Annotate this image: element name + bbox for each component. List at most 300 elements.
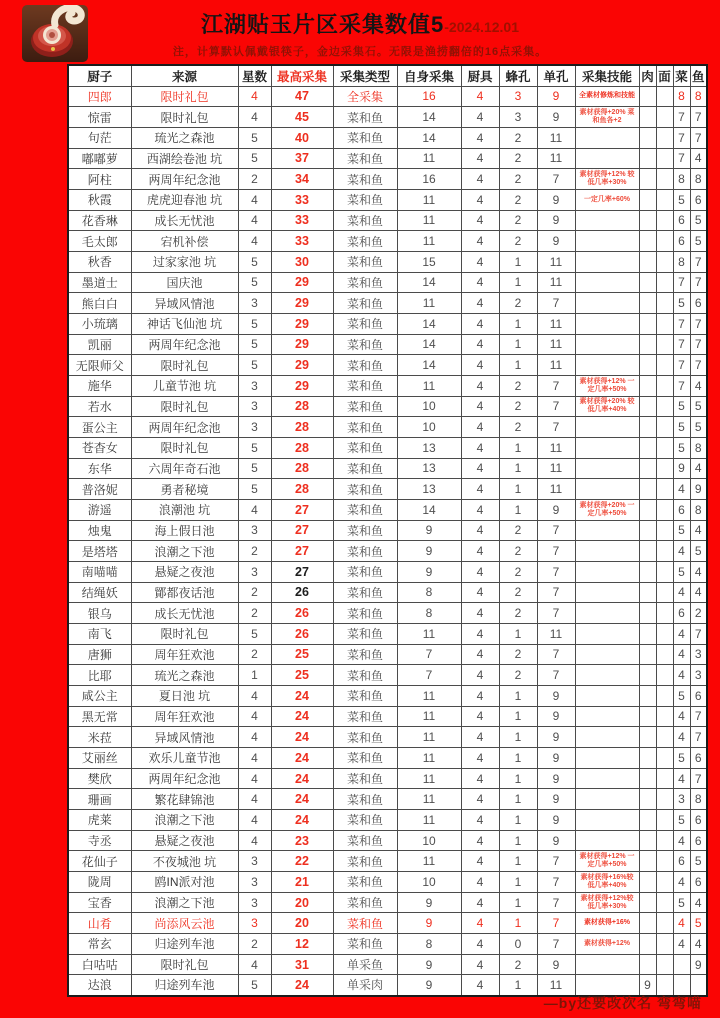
column-header-cookware: 厨具 <box>461 65 499 86</box>
cell-source: 限时礼包 <box>131 355 238 376</box>
cell-feng-hole: 1 <box>499 685 537 706</box>
cell-cookware: 4 <box>461 748 499 769</box>
cell-single-hole: 11 <box>537 355 575 376</box>
cell-fish: 6 <box>690 189 707 210</box>
cell-cookware: 4 <box>461 231 499 252</box>
cell-noodle <box>656 251 673 272</box>
cell-meat: 9 <box>639 975 656 996</box>
cell-skill <box>575 748 639 769</box>
cell-stars: 5 <box>238 437 271 458</box>
cell-single-hole: 9 <box>537 830 575 851</box>
cell-skill: 素材获得+20% 一定几率+50% <box>575 499 639 520</box>
cell-collect-type: 全采集 <box>333 86 397 107</box>
cell-source: 虎虎迎春池 坑 <box>131 189 238 210</box>
cell-feng-hole: 2 <box>499 396 537 417</box>
cell-collect-type: 菜和鱼 <box>333 644 397 665</box>
cell-skill: 素材获得+12%较 低几率+30% <box>575 892 639 913</box>
cell-cook: 苍杳女 <box>68 437 131 458</box>
cell-self-collect: 10 <box>397 396 461 417</box>
cell-feng-hole: 1 <box>499 892 537 913</box>
cell-meat <box>639 169 656 190</box>
cell-meat <box>639 499 656 520</box>
cell-veg <box>673 954 690 975</box>
cell-skill <box>575 665 639 686</box>
cell-veg: 9 <box>673 458 690 479</box>
cell-stars: 5 <box>238 272 271 293</box>
cell-self-collect: 9 <box>397 892 461 913</box>
cell-feng-hole: 2 <box>499 189 537 210</box>
cell-source: 浪潮池 坑 <box>131 499 238 520</box>
cell-fish: 4 <box>690 458 707 479</box>
cell-noodle <box>656 210 673 231</box>
column-header-cook: 厨子 <box>68 65 131 86</box>
cell-source: 归途列车池 <box>131 934 238 955</box>
cell-source: 神话飞仙池 坑 <box>131 313 238 334</box>
table-row <box>68 231 707 252</box>
cell-cook: 阿柱 <box>68 169 131 190</box>
cell-cook: 白咕咕 <box>68 954 131 975</box>
cell-stars: 3 <box>238 872 271 893</box>
cell-max-collect: 33 <box>271 210 333 231</box>
cell-cook: 结绳妖 <box>68 582 131 603</box>
cell-source: 浪潮之下池 <box>131 541 238 562</box>
cell-noodle <box>656 272 673 293</box>
cell-cookware: 4 <box>461 665 499 686</box>
cell-cook: 东华 <box>68 458 131 479</box>
cell-veg: 4 <box>673 623 690 644</box>
cell-collect-type: 菜和鱼 <box>333 437 397 458</box>
cell-stars: 4 <box>238 231 271 252</box>
cell-single-hole: 7 <box>537 934 575 955</box>
cell-skill: 素材获得+12% 一定几率+50% <box>575 375 639 396</box>
cell-skill <box>575 810 639 831</box>
table-row <box>68 603 707 624</box>
cell-veg: 5 <box>673 293 690 314</box>
cell-self-collect: 11 <box>397 231 461 252</box>
cell-noodle <box>656 148 673 169</box>
cell-stars: 2 <box>238 603 271 624</box>
cell-self-collect: 9 <box>397 954 461 975</box>
cell-noodle <box>656 499 673 520</box>
cell-collect-type: 菜和鱼 <box>333 148 397 169</box>
table-row <box>68 913 707 934</box>
cell-self-collect: 7 <box>397 644 461 665</box>
column-header-noodle: 面 <box>656 65 673 86</box>
cell-single-hole: 11 <box>537 127 575 148</box>
cell-self-collect: 9 <box>397 913 461 934</box>
cell-max-collect: 23 <box>271 830 333 851</box>
cell-meat <box>639 954 656 975</box>
cell-noodle <box>656 644 673 665</box>
cell-self-collect: 9 <box>397 520 461 541</box>
cell-cook: 熊白白 <box>68 293 131 314</box>
table-row <box>68 272 707 293</box>
cell-meat <box>639 582 656 603</box>
cell-self-collect: 11 <box>397 851 461 872</box>
cell-veg: 6 <box>673 210 690 231</box>
cell-skill <box>575 954 639 975</box>
cell-veg: 4 <box>673 872 690 893</box>
cell-cookware: 4 <box>461 561 499 582</box>
cell-noodle <box>656 603 673 624</box>
cell-stars: 4 <box>238 499 271 520</box>
cell-single-hole: 11 <box>537 479 575 500</box>
cell-feng-hole: 3 <box>499 86 537 107</box>
table-row <box>68 851 707 872</box>
cell-max-collect: 29 <box>271 293 333 314</box>
table-row <box>68 148 707 169</box>
cell-max-collect: 24 <box>271 748 333 769</box>
cell-cookware: 4 <box>461 541 499 562</box>
cell-noodle <box>656 541 673 562</box>
cell-single-hole: 9 <box>537 189 575 210</box>
cell-source: 限时礼包 <box>131 396 238 417</box>
cell-single-hole: 11 <box>537 272 575 293</box>
cell-source: 勇者秘境 <box>131 479 238 500</box>
cell-skill <box>575 313 639 334</box>
cell-feng-hole: 1 <box>499 727 537 748</box>
cell-meat <box>639 107 656 128</box>
cell-fish: 6 <box>690 293 707 314</box>
cell-max-collect: 24 <box>271 706 333 727</box>
cell-self-collect: 7 <box>397 665 461 686</box>
cell-feng-hole: 2 <box>499 417 537 438</box>
cell-meat <box>639 396 656 417</box>
cell-single-hole: 9 <box>537 210 575 231</box>
cell-single-hole: 7 <box>537 293 575 314</box>
cell-cook: 若水 <box>68 396 131 417</box>
cell-max-collect: 21 <box>271 872 333 893</box>
cell-max-collect: 24 <box>271 975 333 996</box>
cell-veg: 4 <box>673 706 690 727</box>
cell-feng-hole: 2 <box>499 169 537 190</box>
cell-stars: 5 <box>238 251 271 272</box>
cell-single-hole: 7 <box>537 644 575 665</box>
cell-cook: 秋香 <box>68 251 131 272</box>
cell-cookware: 4 <box>461 810 499 831</box>
cell-collect-type: 菜和鱼 <box>333 768 397 789</box>
cell-max-collect: 33 <box>271 231 333 252</box>
cell-fish: 7 <box>690 334 707 355</box>
cell-self-collect: 11 <box>397 623 461 644</box>
cell-meat <box>639 623 656 644</box>
cell-single-hole: 7 <box>537 892 575 913</box>
cell-stars: 4 <box>238 107 271 128</box>
cell-meat <box>639 830 656 851</box>
table-row <box>68 334 707 355</box>
cell-max-collect: 20 <box>271 913 333 934</box>
cell-collect-type: 菜和鱼 <box>333 169 397 190</box>
cell-max-collect: 29 <box>271 355 333 376</box>
cell-collect-type: 菜和鱼 <box>333 727 397 748</box>
cell-self-collect: 8 <box>397 603 461 624</box>
cell-max-collect: 27 <box>271 541 333 562</box>
cell-self-collect: 16 <box>397 86 461 107</box>
cell-cook: 虎莱 <box>68 810 131 831</box>
cell-skill <box>575 417 639 438</box>
table-row <box>68 520 707 541</box>
cell-stars: 5 <box>238 148 271 169</box>
cell-feng-hole: 1 <box>499 830 537 851</box>
table-row <box>68 107 707 128</box>
cell-cook: 游遥 <box>68 499 131 520</box>
cell-source: 两周年纪念池 <box>131 768 238 789</box>
cell-cookware: 4 <box>461 272 499 293</box>
table-row <box>68 768 707 789</box>
table-row <box>68 458 707 479</box>
cell-fish: 3 <box>690 665 707 686</box>
cell-cook: 黑无常 <box>68 706 131 727</box>
table-row <box>68 541 707 562</box>
cell-stars: 3 <box>238 913 271 934</box>
cell-max-collect: 27 <box>271 499 333 520</box>
table-row <box>68 706 707 727</box>
cell-collect-type: 菜和鱼 <box>333 458 397 479</box>
cell-self-collect: 14 <box>397 272 461 293</box>
cell-skill <box>575 582 639 603</box>
cell-fish: 5 <box>690 541 707 562</box>
cell-meat <box>639 768 656 789</box>
cell-source: 繁花肆锦池 <box>131 789 238 810</box>
cell-veg: 6 <box>673 603 690 624</box>
cell-source: 浪潮之下池 <box>131 810 238 831</box>
cell-meat <box>639 934 656 955</box>
cell-cookware: 4 <box>461 830 499 851</box>
cell-cook: 比耶 <box>68 665 131 686</box>
cell-fish: 2 <box>690 603 707 624</box>
cell-source: 鸥IN派对池 <box>131 872 238 893</box>
cell-veg: 8 <box>673 86 690 107</box>
table-row <box>68 830 707 851</box>
cell-collect-type: 菜和鱼 <box>333 830 397 851</box>
cell-veg: 6 <box>673 231 690 252</box>
cell-single-hole: 7 <box>537 913 575 934</box>
cell-single-hole: 9 <box>537 727 575 748</box>
cell-veg: 4 <box>673 830 690 851</box>
cell-source: 异域风情池 <box>131 727 238 748</box>
cell-skill <box>575 644 639 665</box>
cell-veg: 7 <box>673 272 690 293</box>
cell-noodle <box>656 892 673 913</box>
cell-single-hole: 7 <box>537 872 575 893</box>
cell-self-collect: 13 <box>397 458 461 479</box>
cell-feng-hole: 1 <box>499 975 537 996</box>
cell-cook: 无限师父 <box>68 355 131 376</box>
cell-cook: 咸公主 <box>68 685 131 706</box>
cell-source: 两周年纪念池 <box>131 334 238 355</box>
cell-veg: 6 <box>673 851 690 872</box>
cell-stars: 4 <box>238 210 271 231</box>
cell-max-collect: 25 <box>271 644 333 665</box>
cell-cookware: 4 <box>461 396 499 417</box>
cell-meat <box>639 189 656 210</box>
cell-meat <box>639 293 656 314</box>
cell-stars: 4 <box>238 768 271 789</box>
cell-cookware: 4 <box>461 913 499 934</box>
cell-veg: 7 <box>673 127 690 148</box>
cell-collect-type: 菜和鱼 <box>333 913 397 934</box>
cell-skill <box>575 768 639 789</box>
cell-stars: 3 <box>238 375 271 396</box>
cell-skill <box>575 830 639 851</box>
cell-collect-type: 菜和鱼 <box>333 623 397 644</box>
cell-veg: 4 <box>673 934 690 955</box>
cell-skill: 素材获得+20% 较低几率+40% <box>575 396 639 417</box>
cell-source: 悬疑之夜池 <box>131 830 238 851</box>
cell-source: 两周年纪念池 <box>131 169 238 190</box>
cell-meat <box>639 127 656 148</box>
table-row <box>68 375 707 396</box>
cell-veg: 5 <box>673 748 690 769</box>
cell-fish: 4 <box>690 934 707 955</box>
cell-source: 夏日池 坑 <box>131 685 238 706</box>
page-title-date: -2024.12.01 <box>444 19 519 35</box>
cell-veg: 7 <box>673 148 690 169</box>
cell-meat <box>639 644 656 665</box>
cell-source: 六周年奇石池 <box>131 458 238 479</box>
cell-fish: 8 <box>690 169 707 190</box>
cell-max-collect: 12 <box>271 934 333 955</box>
table-row <box>68 437 707 458</box>
cell-collect-type: 菜和鱼 <box>333 417 397 438</box>
cell-source: 西湖绘卷池 坑 <box>131 148 238 169</box>
cell-single-hole: 7 <box>537 851 575 872</box>
cell-cook: 珊画 <box>68 789 131 810</box>
column-header-single-hole: 单孔 <box>537 65 575 86</box>
cell-stars: 5 <box>238 479 271 500</box>
cell-veg: 5 <box>673 520 690 541</box>
cell-single-hole: 9 <box>537 789 575 810</box>
cell-source: 琉光之森池 <box>131 665 238 686</box>
cell-feng-hole: 1 <box>499 706 537 727</box>
table-row <box>68 86 707 107</box>
cell-noodle <box>656 954 673 975</box>
cell-meat <box>639 355 656 376</box>
cell-self-collect: 11 <box>397 810 461 831</box>
cell-veg: 4 <box>673 582 690 603</box>
table-row <box>68 623 707 644</box>
cell-source: 鄮都夜话池 <box>131 582 238 603</box>
table-row <box>68 934 707 955</box>
cell-max-collect: 29 <box>271 272 333 293</box>
cell-self-collect: 11 <box>397 148 461 169</box>
cell-max-collect: 29 <box>271 375 333 396</box>
cell-single-hole: 11 <box>537 334 575 355</box>
cell-cookware: 4 <box>461 623 499 644</box>
cell-self-collect: 14 <box>397 127 461 148</box>
cell-collect-type: 菜和鱼 <box>333 603 397 624</box>
cell-source: 限时礼包 <box>131 107 238 128</box>
cell-max-collect: 20 <box>271 892 333 913</box>
cell-max-collect: 25 <box>271 665 333 686</box>
cell-feng-hole: 2 <box>499 520 537 541</box>
cell-cook: 银乌 <box>68 603 131 624</box>
cell-single-hole: 11 <box>537 313 575 334</box>
cell-cook: 秋霞 <box>68 189 131 210</box>
cell-cookware: 4 <box>461 334 499 355</box>
cell-veg: 7 <box>673 355 690 376</box>
cell-feng-hole: 1 <box>499 851 537 872</box>
table-row <box>68 396 707 417</box>
cell-cook: 惊雷 <box>68 107 131 128</box>
cell-meat <box>639 789 656 810</box>
cell-meat <box>639 231 656 252</box>
column-header-collect-type: 采集类型 <box>333 65 397 86</box>
cell-single-hole: 9 <box>537 954 575 975</box>
cell-skill: 一定几率+60% <box>575 189 639 210</box>
cell-max-collect: 29 <box>271 313 333 334</box>
cell-cook: 花仙子 <box>68 851 131 872</box>
table-row <box>68 169 707 190</box>
cell-cook: 四郎 <box>68 86 131 107</box>
table-row <box>68 582 707 603</box>
cell-cookware: 4 <box>461 727 499 748</box>
cell-feng-hole: 2 <box>499 127 537 148</box>
cell-stars: 5 <box>238 623 271 644</box>
cell-noodle <box>656 313 673 334</box>
cell-meat <box>639 272 656 293</box>
cell-cook: 蛋公主 <box>68 417 131 438</box>
cell-self-collect: 11 <box>397 706 461 727</box>
cell-skill <box>575 603 639 624</box>
column-header-stars: 星数 <box>238 65 271 86</box>
cell-self-collect: 14 <box>397 313 461 334</box>
cell-single-hole: 9 <box>537 810 575 831</box>
cell-stars: 4 <box>238 830 271 851</box>
cell-max-collect: 47 <box>271 86 333 107</box>
cell-cook: 南喵喵 <box>68 561 131 582</box>
cell-cookware: 4 <box>461 127 499 148</box>
page-header <box>0 8 720 59</box>
cell-skill <box>575 479 639 500</box>
cell-fish: 9 <box>690 479 707 500</box>
table-row <box>68 210 707 231</box>
cell-source: 限时礼包 <box>131 623 238 644</box>
cell-single-hole: 9 <box>537 107 575 128</box>
cell-fish: 8 <box>690 789 707 810</box>
column-header-skill: 采集技能 <box>575 65 639 86</box>
cell-max-collect: 24 <box>271 685 333 706</box>
cell-self-collect: 14 <box>397 355 461 376</box>
cell-max-collect: 22 <box>271 851 333 872</box>
cell-feng-hole: 2 <box>499 210 537 231</box>
cell-self-collect: 13 <box>397 479 461 500</box>
cell-single-hole: 9 <box>537 768 575 789</box>
cell-feng-hole: 2 <box>499 231 537 252</box>
cell-fish: 6 <box>690 685 707 706</box>
cell-veg: 5 <box>673 810 690 831</box>
cell-collect-type: 菜和鱼 <box>333 189 397 210</box>
cell-single-hole: 11 <box>537 975 575 996</box>
cell-collect-type: 菜和鱼 <box>333 355 397 376</box>
table-row <box>68 872 707 893</box>
cell-veg: 3 <box>673 789 690 810</box>
cell-fish: 4 <box>690 582 707 603</box>
cell-collect-type: 单采肉 <box>333 975 397 996</box>
cell-max-collect: 45 <box>271 107 333 128</box>
cell-max-collect: 37 <box>271 148 333 169</box>
cell-stars: 2 <box>238 934 271 955</box>
cell-self-collect: 14 <box>397 499 461 520</box>
cell-veg: 5 <box>673 189 690 210</box>
cell-meat <box>639 251 656 272</box>
table-row <box>68 727 707 748</box>
cell-fish: 5 <box>690 913 707 934</box>
cell-skill: 全素材修炼和技能 <box>575 86 639 107</box>
cell-single-hole: 7 <box>537 169 575 190</box>
column-header-source: 来源 <box>131 65 238 86</box>
cell-fish: 7 <box>690 727 707 748</box>
